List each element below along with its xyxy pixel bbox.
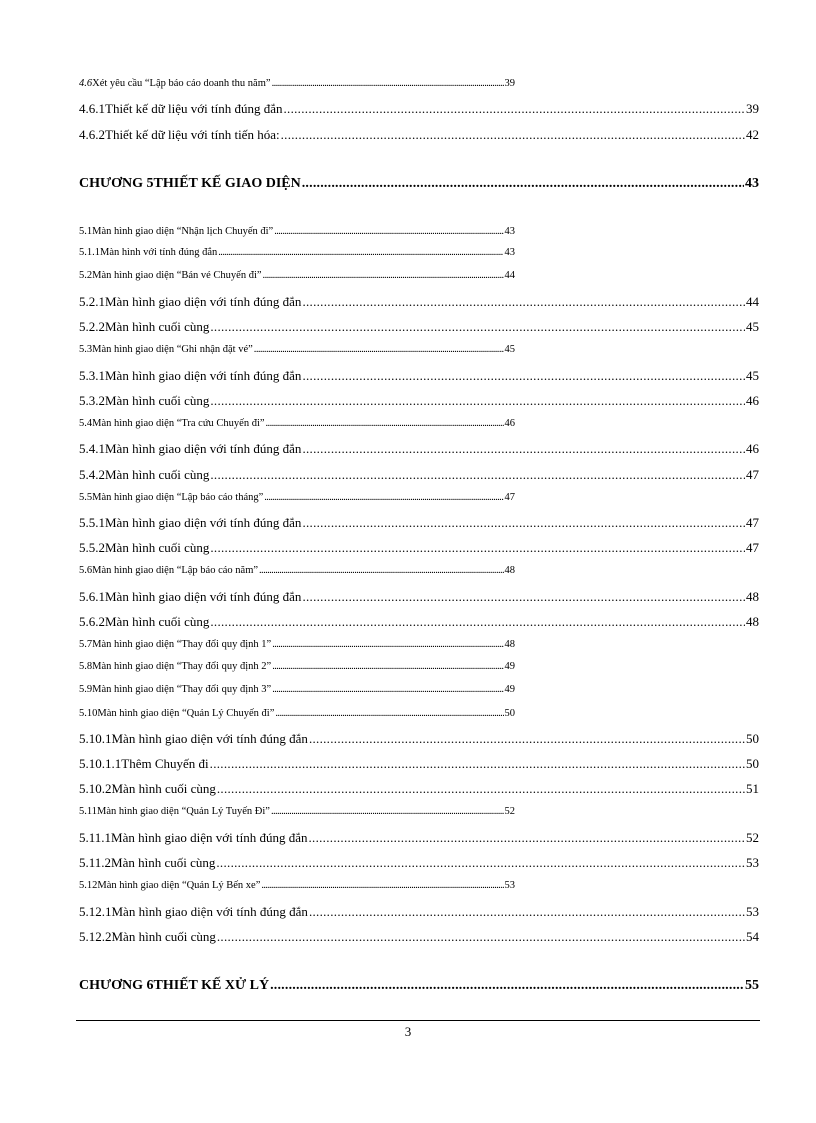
toc-entry-number: 5.10 — [79, 708, 98, 719]
toc-entry-number: 5.8 — [79, 661, 93, 672]
toc-entry-title: Màn hình cuối cùng — [111, 855, 216, 870]
toc-entry[interactable] — [79, 855, 759, 871]
toc-entry[interactable] — [79, 247, 515, 258]
toc-entry-page: 47 — [746, 467, 759, 482]
toc-leader-dots — [210, 393, 745, 409]
toc-leader-dots — [210, 756, 745, 772]
toc-entry[interactable] — [79, 368, 759, 384]
toc-entry-title: Màn hình giao diện “Lập báo cáo tháng” — [92, 492, 264, 503]
toc-entry-title: Màn hình giao diện với tính đúng đắn — [105, 368, 302, 383]
toc-entry-number: 5.4.2 — [79, 467, 105, 482]
toc-leader-dots — [217, 781, 745, 797]
toc-leader-dots — [217, 929, 745, 945]
toc-entry-number: 5.11.1 — [79, 830, 112, 845]
toc-entry[interactable] — [79, 661, 515, 672]
toc-entry[interactable] — [79, 565, 515, 576]
toc-entry[interactable] — [79, 929, 759, 945]
toc-entry-title: Màn hình giao diện với tính đúng đắn — [111, 830, 308, 845]
toc-entry-title: Thiết kế dữ liệu với tính tiến hóa: — [105, 127, 280, 142]
toc-entry-page: 45 — [504, 344, 515, 355]
toc-entry[interactable] — [79, 978, 759, 994]
toc-entry[interactable] — [79, 492, 515, 503]
toc-entry-page: 48 — [746, 614, 759, 629]
toc-entry-page: 50 — [746, 756, 759, 771]
toc-leader-dots — [272, 661, 503, 672]
toc-entry[interactable] — [79, 78, 515, 89]
toc-entry-number: 5.9 — [79, 684, 93, 695]
toc-leader-dots — [308, 830, 745, 846]
toc-entry[interactable] — [79, 684, 515, 695]
toc-entry[interactable] — [79, 880, 515, 891]
toc-entry-title: Màn hình giao diện với tính đúng đắn — [111, 904, 308, 919]
toc-entry-title: Màn hình giao diện “Quản Lý Bến xe” — [97, 880, 261, 891]
toc-entry-number: 4.6.2 — [79, 127, 105, 142]
toc-entry-title: Màn hình cuối cùng — [111, 929, 216, 944]
toc-entry-title: Màn hình giao diện với tính đúng đắn — [105, 515, 302, 530]
toc-leader-dots — [274, 226, 503, 237]
toc-leader-dots — [302, 515, 745, 531]
toc-entry-title: Màn hình giao diện với tính đúng đắn — [111, 731, 308, 746]
toc-leader-dots — [302, 176, 744, 192]
toc-entry-page: 48 — [746, 589, 759, 604]
toc-leader-dots — [302, 294, 745, 310]
toc-entry-title: THIẾT KẾ GIAO DIỆN — [153, 176, 301, 191]
toc-entry-page: 49 — [504, 661, 515, 672]
toc-leader-dots — [275, 708, 503, 719]
toc-entry-page: 52 — [746, 830, 759, 845]
toc-entry-number: 5.6.1 — [79, 589, 105, 604]
toc-entry[interactable] — [79, 589, 759, 605]
toc-entry-title: Màn hình giao diện “Nhận lịch Chuyến đi” — [92, 226, 274, 237]
toc-entry-page: 49 — [504, 684, 515, 695]
toc-entry[interactable] — [79, 393, 759, 409]
toc-entry-page: 39 — [746, 101, 759, 116]
toc-entry-number: 5.1 — [79, 226, 93, 237]
toc-leader-dots — [263, 270, 504, 281]
toc-entry-page: 46 — [746, 393, 759, 408]
toc-entry[interactable] — [79, 226, 515, 237]
toc-entry-page: 51 — [746, 781, 759, 796]
toc-entry-page: 48 — [504, 639, 515, 650]
toc-entry[interactable] — [79, 101, 759, 117]
toc-entry-title: Màn hình giao diện “Thay đổi quy định 2” — [92, 661, 272, 672]
toc-entry[interactable] — [79, 614, 759, 630]
toc-leader-dots — [254, 344, 504, 355]
toc-leader-dots — [210, 540, 745, 556]
toc-entry-number: 5.11 — [79, 806, 97, 817]
toc-leader-dots — [210, 614, 745, 630]
toc-entry[interactable] — [79, 270, 515, 281]
toc-leader-dots — [261, 880, 503, 891]
toc-entry-title: Màn hình giao diện “Tra cứu Chuyến đi” — [92, 418, 265, 429]
toc-entry-page: 48 — [504, 565, 515, 576]
toc-entry-page: 43 — [745, 176, 759, 191]
toc-entry-title: Màn hình giao diện “Thay đổi quy định 1” — [92, 639, 272, 650]
toc-leader-dots — [218, 247, 502, 258]
toc-entry[interactable] — [79, 806, 515, 817]
toc-entry-title: Màn hình giao diện với tính đúng đắn — [105, 441, 302, 456]
toc-entry[interactable] — [79, 708, 515, 719]
toc-entry[interactable] — [79, 319, 759, 335]
toc-entry-title: Màn hình giao diện với tính đúng đắn — [105, 294, 302, 309]
toc-leader-dots — [210, 467, 745, 483]
toc-entry-page: 47 — [746, 515, 759, 530]
toc-entry-title: Màn hình cuối cùng — [111, 781, 216, 796]
toc-entry-number: 5.2 — [79, 270, 93, 281]
toc-leader-dots — [302, 589, 745, 605]
toc-entry-page: 53 — [746, 855, 759, 870]
toc-entry-title: Màn hình cuối cùng — [105, 614, 210, 629]
toc-entry-title: Màn hình cuối cùng — [105, 319, 210, 334]
toc-leader-dots — [309, 904, 745, 920]
toc-entry-title: Màn hình cuối cùng — [105, 467, 210, 482]
toc-entry[interactable] — [79, 731, 759, 747]
toc-entry-number: 5.1.1 — [79, 247, 100, 258]
toc-leader-dots — [266, 418, 504, 429]
toc-entry[interactable] — [79, 344, 515, 355]
toc-entry[interactable] — [79, 756, 759, 772]
toc-entry[interactable] — [79, 904, 759, 920]
toc-entry-title: Màn hình giao diện “Bán vé Chuyến đi” — [92, 270, 262, 281]
toc-leader-dots — [264, 492, 503, 503]
toc-leader-dots — [302, 368, 745, 384]
toc-entry-page: 50 — [504, 708, 515, 719]
toc-entry-number: 5.2.2 — [79, 319, 105, 334]
page-number: 3 — [404, 1024, 412, 1039]
toc-entry-page: 54 — [746, 929, 759, 944]
toc-entry-number: 4.6 — [79, 78, 93, 89]
toc-leader-dots — [272, 78, 504, 89]
toc-leader-dots — [283, 101, 745, 117]
toc-entry-title: Thiết kế dữ liệu với tính đúng đắn — [105, 101, 283, 116]
toc-entry[interactable] — [79, 176, 759, 192]
toc-entry-title: THIẾT KẾ XỬ LÝ — [153, 978, 270, 993]
toc-entry-number: 5.4.1 — [79, 441, 105, 456]
toc-entry-title: Màn hình giao diện “Quản Lý Chuyến đi” — [97, 708, 275, 719]
toc-leader-dots — [272, 684, 503, 695]
toc-entry[interactable] — [79, 639, 515, 650]
toc-entry-title: Màn hình giao diện với tính đúng đắn — [105, 589, 302, 604]
toc-entry-page: 44 — [504, 270, 515, 281]
toc-entry-page: 44 — [746, 294, 759, 309]
toc-entry-number: 5.3.2 — [79, 393, 105, 408]
toc-leader-dots — [271, 806, 504, 817]
toc-entry-page: 50 — [746, 731, 759, 746]
toc-entry-number: CHƯƠNG 6 — [79, 978, 154, 993]
toc-entry-title: Màn hình với tính đúng đắn — [100, 247, 218, 258]
toc-leader-dots — [281, 127, 745, 143]
toc-entry-number: 5.11.2 — [79, 855, 112, 870]
toc-entry-page: 52 — [504, 806, 515, 817]
toc-entry-page: 42 — [746, 127, 759, 142]
toc-entry-number: 5.6 — [79, 565, 93, 576]
toc-entry-page: 43 — [504, 247, 515, 258]
toc-leader-dots — [272, 639, 503, 650]
toc-entry-number: 5.10.1.1 — [79, 756, 122, 771]
toc-entry-title: Màn hình giao diện “Ghi nhận đặt vé” — [92, 344, 253, 355]
toc-entry[interactable] — [79, 540, 759, 556]
toc-entry-title: Màn hình giao diện “Lập báo cáo năm” — [92, 565, 259, 576]
toc-leader-dots — [210, 319, 745, 335]
toc-leader-dots — [309, 731, 745, 747]
toc-entry-number: 5.6.2 — [79, 614, 105, 629]
toc-entry-number: 5.12.2 — [79, 929, 112, 944]
toc-entry-number: 5.5 — [79, 492, 93, 503]
toc-entry[interactable] — [79, 441, 759, 457]
toc-entry-number: 5.5.2 — [79, 540, 105, 555]
footer-rule — [76, 1020, 760, 1021]
toc-leader-dots — [270, 978, 744, 994]
toc-entry-number: 5.3 — [79, 344, 93, 355]
toc-entry-title: Màn hình cuối cùng — [105, 540, 210, 555]
toc-entry[interactable] — [79, 294, 759, 310]
toc-entry[interactable] — [79, 418, 515, 429]
toc-entry-page: 55 — [745, 978, 759, 993]
toc-entry[interactable] — [79, 515, 759, 531]
toc-entry-number: 5.2.1 — [79, 294, 105, 309]
toc-entry-title: Màn hình cuối cùng — [105, 393, 210, 408]
toc-entry-page: 47 — [746, 540, 759, 555]
toc-entry-page: 46 — [746, 441, 759, 456]
toc-leader-dots — [259, 565, 503, 576]
toc-entry-number: 5.10.1 — [79, 731, 112, 746]
toc-entry[interactable] — [79, 781, 759, 797]
toc-entry-number: 5.12 — [79, 880, 98, 891]
toc-entry-page: 45 — [746, 368, 759, 383]
toc-entry-number: 5.5.1 — [79, 515, 105, 530]
toc-entry[interactable] — [79, 830, 759, 846]
toc-entry-page: 53 — [746, 904, 759, 919]
toc-entry-page: 45 — [746, 319, 759, 334]
toc-entry-title: Thêm Chuyến đi — [121, 756, 209, 771]
toc-entry-number: 5.12.1 — [79, 904, 112, 919]
toc-entry-page: 46 — [504, 418, 515, 429]
toc-entry-page: 47 — [504, 492, 515, 503]
toc-entry-title: Xét yêu cầu “Lập báo cáo doanh thu năm” — [92, 78, 271, 89]
toc-entry-page: 53 — [504, 880, 515, 891]
toc-entry-page: 39 — [504, 78, 515, 89]
toc-entry-number: 5.10.2 — [79, 781, 112, 796]
toc-leader-dots — [216, 855, 745, 871]
toc-entry-number: 5.3.1 — [79, 368, 105, 383]
toc-entry-page: 43 — [504, 226, 515, 237]
toc-entry-number: CHƯƠNG 5 — [79, 176, 154, 191]
toc-entry-title: Màn hình giao diện “Thay đổi quy định 3” — [92, 684, 272, 695]
toc-entry-number: 5.7 — [79, 639, 93, 650]
toc-entry-number: 5.4 — [79, 418, 93, 429]
toc-entry-number: 4.6.1 — [79, 101, 105, 116]
toc-entry[interactable] — [79, 127, 759, 143]
toc-entry-title: Màn hình giao diện “Quản Lý Tuyến Đi” — [97, 806, 270, 817]
toc-leader-dots — [302, 441, 745, 457]
toc-entry[interactable] — [79, 467, 759, 483]
